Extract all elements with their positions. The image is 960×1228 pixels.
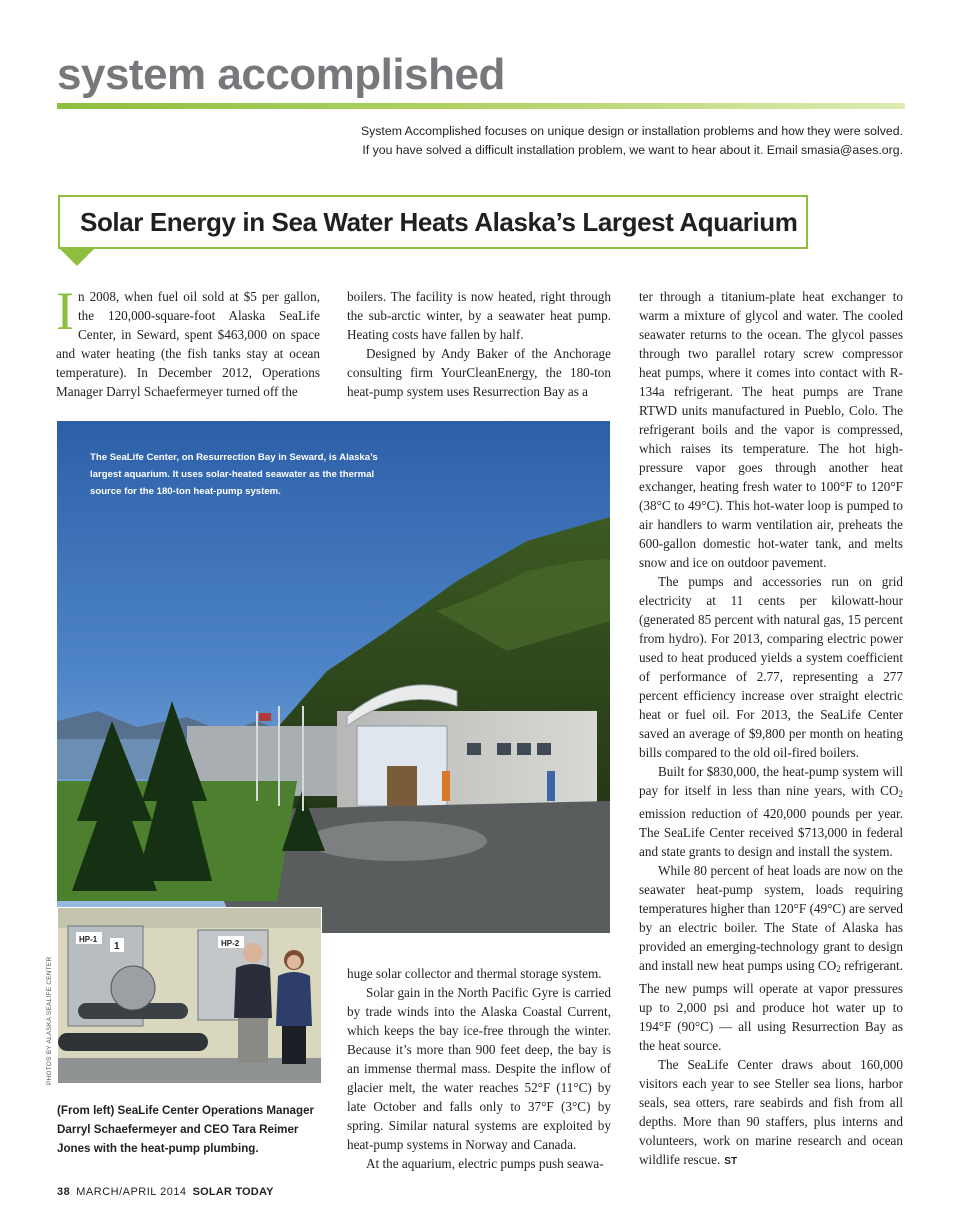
article-paragraph: At the aquarium, electric pumps push seawa- [366, 1156, 604, 1171]
headline-pointer [60, 249, 94, 266]
article-paragraph: boilers. The facility is now heated, right through the sub-arctic winter, by a seawater heat pump. Heating costs have fallen by half. [347, 289, 611, 342]
section-title: system accomplished [57, 50, 505, 99]
compressor [111, 966, 155, 1010]
flag [259, 713, 271, 721]
aquarium-photo [57, 421, 610, 933]
intro-line-1: System Accomplished focuses on unique design or installation problems and how they were solved. [360, 124, 903, 138]
floor [58, 1058, 321, 1083]
title-rule [57, 103, 905, 109]
hp1-label: HP-1 [79, 935, 98, 944]
paragraph-text: The SeaLife Center draws about 160,000 visitors each year to see Steller sea lions, harbor seals, sea otters, rare seabirds and fish from all depths. More than 90 staffers, plus interns and volunteers, work on marine research and ocean wildlife rescue. [639, 1057, 903, 1167]
article-paragraph-1 [56, 281, 320, 401]
article-paragraph [639, 861, 903, 1055]
heat-pump-photo [57, 907, 322, 1084]
person-head [287, 955, 301, 969]
person-head [243, 943, 263, 963]
article-paragraph [639, 1055, 903, 1171]
heat-pump-photo-caption: (From left) SeaLife Center Operations Manager Darryl Schaefermeyer and CEO Tara Reimer Jones with the heat-pump plumbing. [57, 1104, 315, 1155]
subscript: 2 [898, 789, 903, 799]
page-footer [57, 1186, 274, 1198]
hp2-label: HP-2 [221, 939, 240, 948]
paragraph-text: refrigerant. The new pumps will operate at vapor pressures up to 2,000 psi and produce hot water up to 194°F (90°C) — all using Resurrection Bay as the heat source. [639, 958, 903, 1053]
article-paragraph: huge solar collector and thermal storage system. [347, 966, 602, 981]
fountain-area [307, 821, 487, 861]
windows [467, 743, 551, 755]
photo-credit: PHOTOS BY ALASKA SEALIFE CENTER [46, 956, 53, 1085]
paragraph-text: While 80 percent of heat loads are now on the seawater heat-pump system, loads requiring temperatures higher than 120°F (49°C) are served by an electric boiler. The State of Alaska has provided an emerging-technology grant to design and install new heat pumps using CO [639, 863, 903, 973]
article-paragraph: The pumps and accessories run on grid electricity at 11 cents per kilowatt-hour (generated 85 percent with natural gas, 15 percent from hydro). For 2013, comparing electric power used to heat produced yields a system coefficient of performance of 2.77, representing a 277 percent efficiency increase over straight electric heat or fuel oil. For 2013, the SeaLife Center saved an average of $9,800 per month on heating bills compared to the old oil-fired boilers. [639, 574, 903, 760]
pipe [58, 1033, 208, 1051]
article-paragraph: Designed by Andy Baker of the Anchorage consulting firm YourCleanEnergy, the 180-ton heat-pump system uses Resurrection Bay as a [347, 346, 611, 399]
intro-text [283, 122, 903, 160]
article-column-2-bottom [347, 964, 611, 1173]
banner [547, 771, 555, 801]
person-jacket [234, 964, 272, 1018]
banner [442, 771, 450, 801]
magazine-name: SOLAR TODAY [192, 1186, 274, 1198]
article-column-1 [56, 281, 320, 401]
aquarium-photo-caption: The SeaLife Center, on Resurrection Bay in Seward, is Alaska’s largest aquarium. It uses solar-heated seawater as the thermal source for the 180-ton heat-pump system. [90, 452, 378, 497]
heat-pump-illustration [58, 908, 321, 1083]
entrance [387, 766, 417, 806]
subscript: 2 [836, 964, 841, 974]
article-paragraph [639, 762, 903, 861]
person-trousers [238, 1018, 268, 1063]
headline-box [58, 195, 808, 249]
article-paragraph: ter through a titanium-plate heat exchanger to warm a mixture of glycol and water. The cooled seawater returns to the ocean. The glycol passes through two parallel rotary screw compressor heat pumps, where it comes into contact with R-134a refrigerant. The heat pumps are Trane RTWD units manufactured in Pueblo, Colo. The refrigerant boils and the vapor is compressed, which raises its temperature. The hot high-pressure vapor goes through another heat exchanger, heating fresh water to 100°F to 120°F (38°C to 49°C). This hot-water loop is pumped to air handlers to warm ventilation air, preheats the 600-gallon domestic hot-water tank, and melts snow and ice on outdoor pavement. [639, 289, 903, 570]
unit-number-label: 1 [114, 941, 120, 952]
drop-cap: I [56, 281, 74, 341]
article-paragraph: Solar gain in the North Pacific Gyre is carried by trade winds into the Alaska Coastal Current, which keeps the bay ice-free through the winter. Because it’s more than 900 feet deep, the bay is an immense thermal mass. Despite the inflow of glacier melt, the water reaches 52°F (11°C) by late October and falls only to 37°F (3°C) by spring. Similar natural systems are exploited by heat-pump systems in Norway and Canada. [347, 985, 611, 1152]
issue-date: MARCH/APRIL 2014 [76, 1186, 187, 1198]
paragraph-text: Built for $830,000, the heat-pump system will pay for itself in less than nine years, with CO [639, 764, 903, 798]
article-column-2-top [347, 287, 611, 401]
paragraph-text: emission reduction of 420,000 pounds per year. The SeaLife Center received $713,000 in federal and state grants to design and install the system. [639, 806, 903, 859]
paragraph-text: n 2008, when fuel oil sold at $5 per gallon, the 120,000-square-foot Alaska SeaLife Center, in Seward, spent $463,000 on space and water heating (the fish tanks stay at ocean temperature). In December 2012, Operations Manager Darryl Schaefermeyer turned off the [56, 289, 320, 399]
article-headline: Solar Energy in Sea Water Heats Alaska’s Largest Aquarium [80, 207, 798, 237]
page-number: 38 [57, 1186, 71, 1198]
person-jacket [276, 972, 312, 1026]
end-mark: ST [724, 1156, 738, 1167]
intro-line-2: If you have solved a difficult installation problem, we want to hear about it. Email smasia@ases.org. [362, 143, 903, 157]
ceiling [58, 908, 321, 928]
person-trousers [282, 1026, 306, 1064]
article-column-3 [639, 287, 903, 1171]
